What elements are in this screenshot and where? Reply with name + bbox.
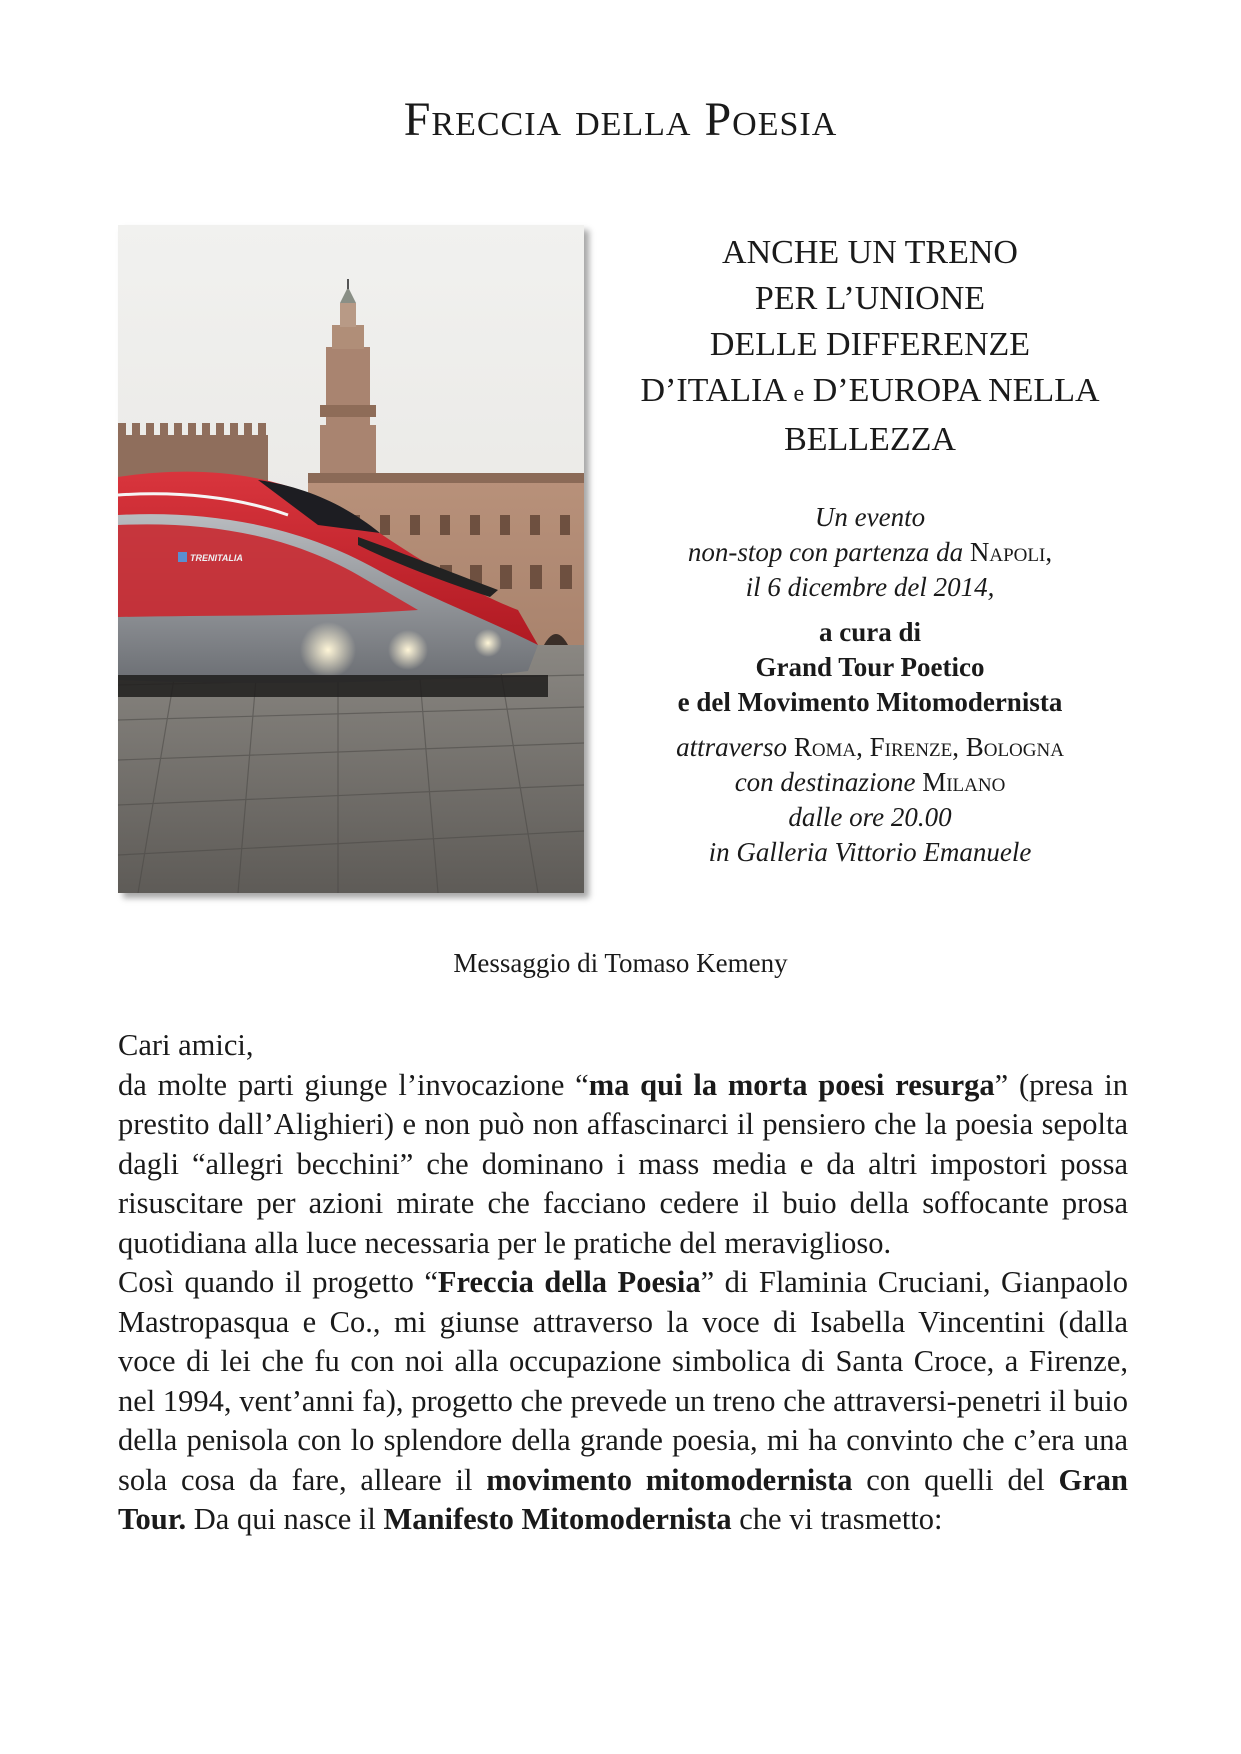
event-details [610,500,1130,870]
event-city: Milano [922,767,1006,797]
text-run: ” (presa in prestito dall’Alighieri) e non può non affascinarci il pensiero che la poesia sepolta dagli “allegri becchini” che dominano i mass media e da altri impostori possa risuscitare per azioni mirate che facciano cedere il buio della soffocante prosa quotidiana alla luce necessaria per le pratiche del meraviglioso. [118,1067,1128,1260]
message-byline: Messaggio di Tomaso Kemeny [453,948,788,978]
letter-greeting: Cari amici, [118,1028,254,1062]
text-run: Da qui nasce il [186,1502,384,1536]
event-fragment: non-stop con partenza da [687,537,964,567]
event-fragment: con destinazione [734,767,916,797]
headline-line: BELLEZZA [784,421,956,458]
headline-fragment: D’EUROPA NELLA [812,372,1100,409]
event-line: il 6 dicembre del 2014, [745,572,995,602]
bold-project-name: Freccia della Poesia [437,1265,701,1299]
event-line [610,730,1130,765]
page-title: Freccia della Poesia [403,93,838,146]
event-line [610,535,1130,570]
event-line [610,765,1130,800]
trenitalia-logo-text: TRENITALIA [190,553,243,563]
event-line: Grand Tour Poetico [755,652,985,682]
event-line: Un evento [814,502,926,532]
text-run: che vi trasmetto: [731,1502,943,1536]
text-run: ” di Flaminia Cruciani, Gianpaolo Mastropasqua e Co., mi giunse attraverso la voce di Isabella Vincentini (dalla voce di lei che fu con noi alla occupazione simbolica di Santa Croce, a Firenze, nel 1994, vent’anni fa), progetto che prevede un treno che attraversi-penetri il buio della penisola con lo splendore della grande poesia, mi ha convinto che c’era una sola cosa da fare, alleare il [118,1265,1128,1497]
bold-quote: ma qui la morta poesi resurga [588,1067,995,1102]
event-line: e del Movimento Mitomodernista [677,687,1063,717]
bold-movement: movimento mitomodernista [486,1462,853,1497]
event-line: a cura di [818,617,921,647]
headline-fragment: e [793,381,805,407]
bold-manifesto: Manifesto Mitomodernista [383,1502,732,1536]
event-fragment: attraverso [676,732,788,762]
bold-gran-tour: Gran Tour. [118,1462,1129,1536]
text-run: da molte parti giunge l’invocazione “ [118,1067,589,1102]
letter-paragraph [118,1263,1128,1540]
headline-line: DELLE DIFFERENZE [709,326,1031,363]
event-cities: Roma, Firenze, Bologna [793,732,1064,762]
event-city: Napoli, [969,537,1053,567]
text-run: Così quando il progetto “ [118,1265,438,1299]
text-run: con quelli del [852,1462,1059,1497]
event-line: dalle ore 20.00 [788,802,952,832]
train-photo [118,225,584,893]
letter-paragraph [118,1066,1128,1264]
headline-line: ANCHE UN TRENO [722,234,1018,271]
headline-line [610,368,1130,417]
headline-fragment: D’ITALIA [640,372,786,409]
headline-line: PER L’UNIONE [754,280,986,317]
event-line: in Galleria Vittorio Emanuele [708,837,1032,867]
letter-body [118,1026,1128,1540]
headline [610,230,1130,463]
